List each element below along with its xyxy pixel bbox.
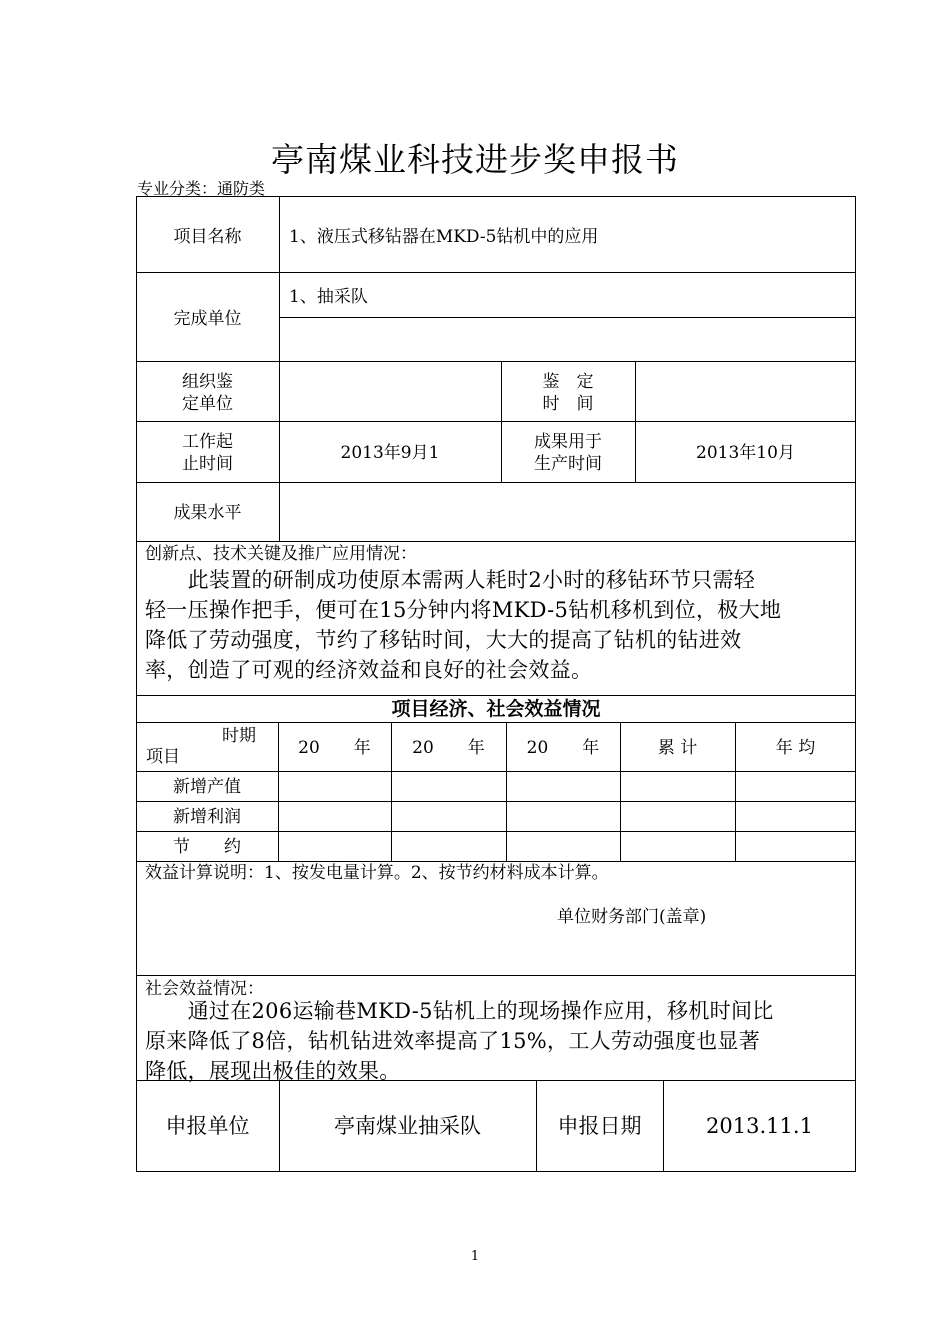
completion-unit-value-1: 1、抽采队: [289, 287, 368, 307]
appraisal-org-label-2: 定单位: [182, 394, 233, 414]
application-date-label: 申报日期: [557, 1114, 642, 1138]
corner-period-label: 时期: [222, 726, 256, 746]
innovation-text: [145, 565, 850, 685]
work-period-label-1: 工作起: [182, 432, 233, 452]
production-time-label-2: 生产时间: [534, 454, 602, 474]
completion-unit-label: 完成单位: [173, 309, 242, 329]
innovation-line: 降低了劳动强度，节约了移钻时间，大大的提高了钻机的钻进效: [145, 628, 742, 652]
row-label: 新增产值: [173, 777, 241, 797]
applicant-unit-label: 申报单位: [165, 1114, 250, 1138]
social-line: 原来降低了8倍，钻机钻进效率提高了15%，工人劳动强度也显著: [145, 1029, 761, 1053]
appraisal-time-label-1: 鉴 定: [542, 372, 594, 392]
corner-item-label: 项目: [146, 747, 180, 767]
column-header: 年 均: [775, 738, 816, 758]
calculation-note: 效益计算说明：1、按发电量计算。2、按节约材料成本计算。: [145, 863, 609, 883]
social-line: 通过在206运输巷MKD-5钻机上的现场操作应用，移机时间比: [145, 999, 774, 1023]
document-title: 亭南煤业科技进步奖申报书: [271, 140, 679, 179]
social-text: [145, 996, 850, 1086]
result-level-label: 成果水平: [173, 503, 242, 523]
innovation-line: 轻一压操作把手，便可在15分钟内将MKD-5钻机移机到位，极大地: [145, 598, 782, 622]
appraisal-time-label-2: 时 间: [542, 394, 594, 414]
work-period-value: 2013年9月1: [340, 443, 440, 463]
benefit-table-title: 项目经济、社会效益情况: [391, 698, 601, 720]
category-label: 专业分类：通防类: [137, 179, 266, 198]
applicant-unit-value: 亭南煤业抽采队: [334, 1114, 481, 1138]
finance-stamp-label: 单位财务部门(盖章): [557, 907, 707, 927]
innovation-line: 率，创造了可观的经济效益和良好的社会效益。: [145, 658, 593, 682]
column-header: 累 计: [657, 738, 698, 758]
production-time-label-1: 成果用于: [534, 432, 602, 452]
innovation-line: 此装置的研制成功使原本需两人耗时2小时的移钻环节只需轻: [145, 568, 756, 592]
column-header: 20 年: [298, 738, 371, 758]
production-time-value: 2013年10月: [696, 443, 795, 463]
project-name-value: 1、液压式移钻器在MKD-5钻机中的应用: [289, 227, 599, 247]
page-number: 1: [470, 1249, 480, 1264]
row-label: 节 约: [173, 837, 241, 857]
project-name-label: 项目名称: [173, 227, 242, 247]
row-label: 新增利润: [173, 807, 241, 827]
social-heading: 社会效益情况：: [145, 979, 264, 999]
application-date-value: 2013.11.1: [706, 1114, 813, 1138]
work-period-label-2: 止时间: [182, 454, 233, 474]
column-header: 20 年: [526, 738, 600, 758]
appraisal-org-label-1: 组织鉴: [182, 372, 233, 392]
social-line: 降低，展现出极佳的效果。: [145, 1059, 401, 1083]
column-header: 20 年: [412, 738, 485, 758]
innovation-heading: 创新点、技术关键及推广应用情况：: [145, 544, 417, 564]
